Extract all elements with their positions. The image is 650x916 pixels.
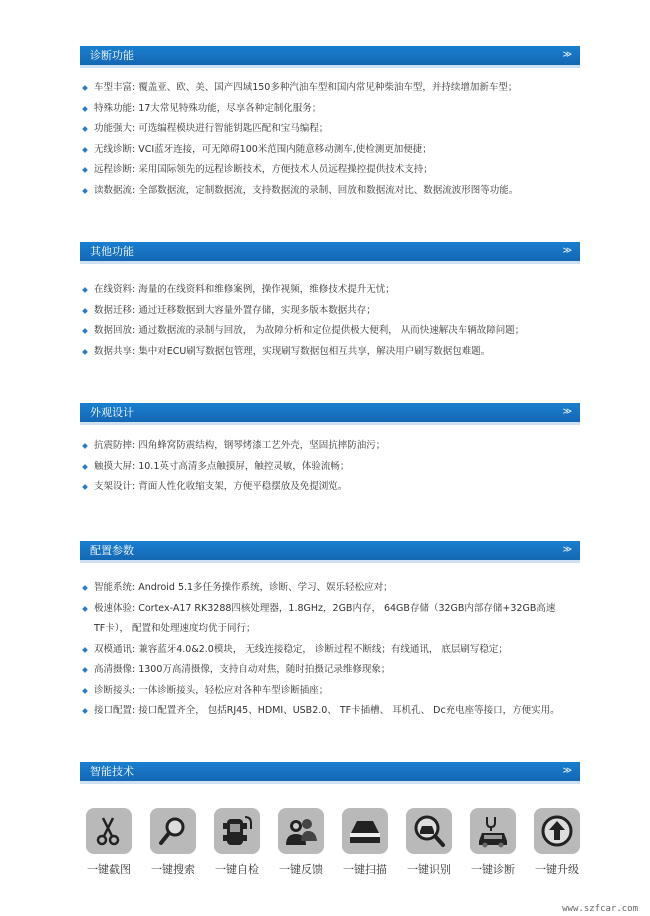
list-item: 特殊功能: 17大常见特殊功能，尽享各种定制化服务； (83, 99, 593, 120)
icon-label: 一键扫描 (343, 863, 387, 876)
bullet-icon (82, 188, 88, 194)
tech-item-identify (400, 808, 458, 877)
list-item: 高清摄像: 1300万高清摄像，支持自动对焦，随时拍摄记录维修现象； (83, 660, 593, 681)
tech-item-screenshot (80, 808, 138, 877)
bullet-icon (82, 308, 88, 314)
bullet-icon (82, 585, 88, 591)
vehicle-check-icon (214, 808, 260, 854)
list-item-continuation: TF卡）， 配置和处理速度均优于同行； (94, 623, 256, 634)
list-item: 触摸大屏: 10.1英寸高清多点触摸屏，触控灵敏，体验流畅； (83, 457, 593, 478)
car-diagnose-icon (470, 808, 516, 854)
bullet-icon (82, 484, 88, 490)
chevron-icon: ≫ (562, 766, 570, 776)
section-header-other (80, 242, 580, 264)
section-header-design (80, 403, 580, 425)
list-item: 支架设计: 背面人性化收缩支架，方便平稳摆放及免提浏览。 (83, 477, 593, 498)
icon-label: 一键升级 (535, 863, 579, 876)
tech-item-feedback (272, 808, 330, 877)
list-item: 读数据流: 全部数据流，定制数据流，支持数据流的录制、回放和数据流对比、数据流波形图等功能。 (83, 181, 593, 202)
list-item: 极速体验: Cortex-A17 RK3288四核处理器，1.8GHz，2GB内存， 64GB存储（32GB内部存储+32GB高速 TF卡）， 配置和处理速度均优于同行； (83, 599, 593, 640)
icon-label: 一键诊断 (471, 863, 515, 876)
diagnosis-list (83, 78, 593, 201)
bullet-icon (82, 443, 88, 449)
bullet-icon (82, 287, 88, 293)
upgrade-arrow-icon (534, 808, 580, 854)
chevron-icon: ≫ (562, 50, 570, 60)
bullet-icon (82, 147, 88, 153)
list-item: 接口配置: 接口配置齐全， 包括RJ45、HDMI、USB2.0、 TF卡插槽、 耳机孔、 Dc充电座等接口，方便实用。 (83, 701, 593, 722)
icon-label: 一键搜索 (151, 863, 195, 876)
tech-item-upgrade (528, 808, 586, 877)
feedback-people-icon (278, 808, 324, 854)
list-item: 在线资料: 海量的在线资料和维修案例，操作视频，维修技术提升无忧； (83, 280, 593, 301)
list-item: 车型丰富: 覆盖亚、欧、美、国产四域150多种汽油车型和国内常见种柴油车型，并持续增加新车型； (83, 78, 593, 99)
config-list (83, 578, 593, 722)
magnifier-icon (150, 808, 196, 854)
tech-icon-row (80, 808, 590, 888)
tech-item-diagnose (464, 808, 522, 877)
list-item: 功能强大: 可选编程模块进行智能钥匙匹配和宝马编程； (83, 119, 593, 140)
section-title: 诊断功能 (90, 49, 134, 62)
bullet-icon (82, 647, 88, 653)
tech-item-scan (336, 808, 394, 877)
list-item: 无线诊断: VCI蓝牙连接，可无障碍100米范围内随意移动测车,使检测更加便捷； (83, 140, 593, 161)
section-header-diagnosis (80, 46, 580, 68)
design-list (83, 436, 593, 498)
icon-label: 一键截图 (87, 863, 131, 876)
list-item: 抗震防摔: 四角蜂窝防震结构，钢琴烤漆工艺外壳，坚固抗摔防油污； (83, 436, 593, 457)
bullet-icon (82, 106, 88, 112)
section-title: 外观设计 (90, 406, 134, 419)
list-item: 智能系统: Android 5.1多任务操作系统，诊断、学习、娱乐轻松应对； (83, 578, 593, 599)
chevron-icon: ≫ (562, 407, 570, 417)
section-title: 其他功能 (90, 245, 134, 258)
watermark: www.szfcar.com (562, 904, 638, 914)
bullet-icon (82, 606, 88, 612)
chevron-icon: ≫ (562, 545, 570, 555)
icon-label: 一键自检 (215, 863, 259, 876)
tech-item-selfcheck (208, 808, 266, 877)
bullet-icon (82, 464, 88, 470)
scanner-icon (342, 808, 388, 854)
bullet-icon (82, 85, 88, 91)
icon-label: 一键反馈 (279, 863, 323, 876)
section-header-tech (80, 762, 580, 784)
bullet-icon (82, 328, 88, 334)
bullet-icon (82, 667, 88, 673)
section-title: 智能技术 (90, 765, 134, 778)
section-header-config (80, 541, 580, 563)
bullet-icon (82, 708, 88, 714)
chevron-icon: ≫ (562, 246, 570, 256)
other-list (83, 280, 593, 362)
bullet-icon (82, 349, 88, 355)
list-item: 远程诊断: 采用国际领先的远程诊断技术，方便技术人员远程操控提供技术支持； (83, 160, 593, 181)
bullet-icon (82, 167, 88, 173)
tech-item-search (144, 808, 202, 877)
car-identify-icon (406, 808, 452, 854)
bullet-icon (82, 688, 88, 694)
list-item: 数据迁移: 通过迁移数据到大容量外置存储，实现多版本数据共存； (83, 301, 593, 322)
bullet-icon (82, 126, 88, 132)
list-item: 数据共享: 集中对ECU刷写数据包管理，实现刷写数据包相互共享，解决用户刷写数据包难题。 (83, 342, 593, 363)
scissors-icon (86, 808, 132, 854)
list-item: 数据回放: 通过数据流的录制与回放， 为故障分析和定位提供极大便利， 从而快速解决车辆故障问题； (83, 321, 593, 342)
list-item: 双模通讯: 兼容蓝牙4.0&2.0模块， 无线连接稳定， 诊断过程不断线；有线通讯， 底层刷写稳定； (83, 640, 593, 661)
list-item: 诊断接头: 一体诊断接头，轻松应对各种车型诊断插座； (83, 681, 593, 702)
icon-label: 一键识别 (407, 863, 451, 876)
section-title: 配置参数 (90, 544, 134, 557)
